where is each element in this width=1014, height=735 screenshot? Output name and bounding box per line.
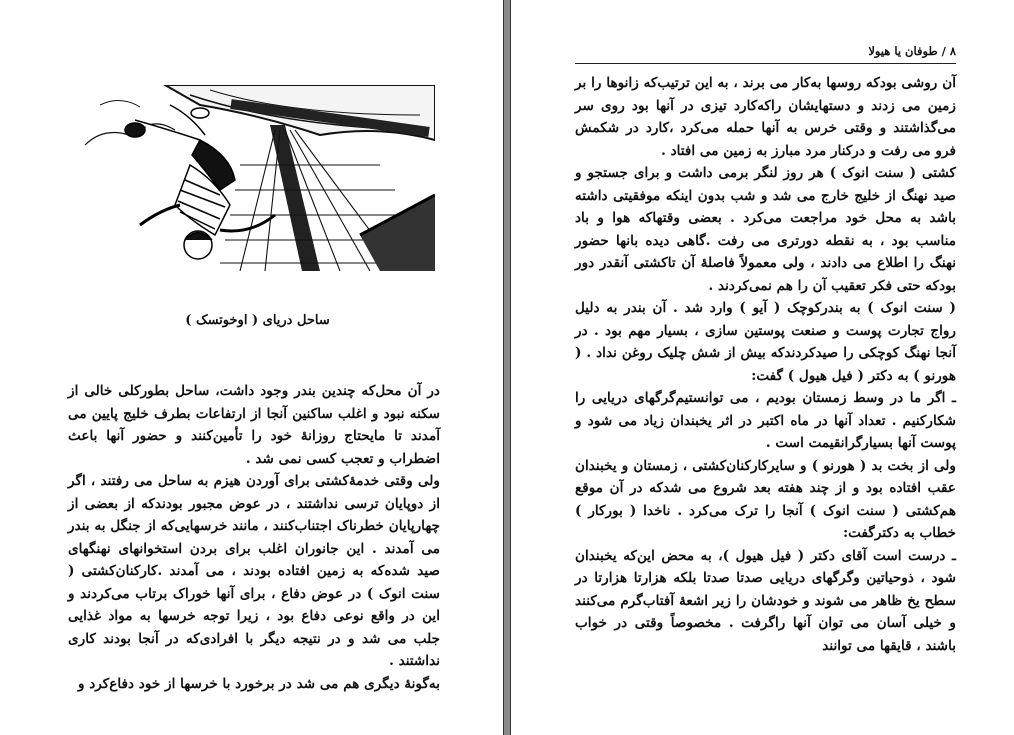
header-rule [575,63,956,64]
paragraph: آن روشی بودکه روسها به‌کار می برند ، به این ترتیب‌که زانوها را بر زمین می زدند و دستهایشان را‌که‌کارد تیزی در آنها بود روی سر می‌گذاشتند و وقتی خرس به آنها حمله می‌کرد ،کارد در شکمش فرو می رفت و درکنار مرد مبارز به زمین می افتاد . [575,75,956,159]
paragraph: ـ اگر ما در وسط زمستان بودیم ، می توانستیم‌گرگهای دریایی را شکار‌کنیم . تعداد آنها در ماه اکتبر در اثر یخبندان زیاد می شود و پوست آنها بسیار‌گرانقیمت است . [575,390,956,451]
paragraph: ـ درست است آقای دکتر ( فیل هیول )، به محض این‌که یخبندان شود ، ذوحیاتین و‌گرگهای دریایی صدتا صدتا بلکه هزارتا هزارتا در سطح یخ ظاهر می شوند و خودشان را زیر اشعهٔ آفتاب‌گرم می‌کنند و خیلی آسان می توان آنها را‌گرفت . مخصوصاً وقتی در خواب باشند ، قایقها می توانند [575,547,956,654]
paragraph: در آن محل‌که چندین بندر وجود داشت، ساحل بطورکلی خالی از سکنه نبود و اغلب ساکنین آنجا از ارتفاعات بطرف خلیج پایین می آمدند تا مایحتاج روزانهٔ خود را تأمین‌کنند و حضور آنها باعث اضطراب و تعجب کسی نمی شد . [68,383,440,467]
illustration-caption: ساحل دریای ( اوخوتسک ) [185,313,330,328]
paragraph: ولی از بخت بد ( هورنو ) و سایرکارکنان‌کشتی ، زمستان و یخبندان عقب افتاده بود و از چند هفته بعد شروع می شد‌که در آن موقع هم‌کشتی ( سنت انوک ) آنجا را ترک می‌کرد . ناخدا ( بورکار ) خطاب به دکتر‌گفت: [575,457,956,541]
shipwreck-illustration [80,85,435,271]
paragraph: کشتی ( سنت انوک ) هر روز لنگر برمی داشت و برای جستجو و صید نهنگ از خلیج خارج می شد و شب بدون اینکه موفقیتی داشته باشد به محل خود مراجعت می‌کرد . بعضی وقتها‌که هوا و باد مناسب بود ، به نقطه دورتری می رفت .گاهی دیده بانها حضور نهنگ را اطلاع می دادند ، ولی معمولاً فاصلهٔ آن تا‌کشتی آنقدر دور بودکه حتی فکر تعقیب آن را هم نمی‌کردند . [575,165,956,294]
paragraph: ( سنت انوک ) به بندرکوچک ( آیو ) وارد شد . آن بندر به دلیل رواج تجارت پوست و صنعت پوستین سازی ، بسیار مهم بود . در آنجا نهنگ کوچکی را صید‌کردند‌که بیش از شش چلیک روغن نداد . ( هورنو ) به دکتر ( فیل هیول ) گفت: [575,300,956,384]
left-body-text [68,380,440,695]
right-body-text [575,72,956,657]
running-head: ۸ / طوفان یا هیولا [868,44,956,58]
left-page [0,0,503,735]
paragraph: به‌گونهٔ دیگری هم می شد در برخورد با خرسها از خود دفاع‌کرد و [77,675,440,692]
paragraph: ولی وقتی خدمهٔ‌کشتی برای آوردن هیزم به ساحل می رفتند ، اگر از دوپایان ترسی نداشتند ، در عوض مجبور بودندکه از بعضی از چهارپایان خطرناک اجتناب‌کنند ، مانند خرسهایی‌که از جنگل به بندر می آمدند . این جانوران اغلب برای بردن استخوانهای نهنگهای صید شده‌که به زمین افتاده بودند ، می آمدند .کارکنان‌کشتی ( سنت انوک ) در عوض دفاع ، برای آنها خوراک برتاب می‌کردند و این در واقع نوعی دفاع بود ، زیرا توجه خرسها به مواد غذایی جلب می شد و در نتیجه دیگر با افرادی‌که در آنجا بودند کاری نداشتند . [68,473,440,669]
book-gutter [503,0,511,735]
